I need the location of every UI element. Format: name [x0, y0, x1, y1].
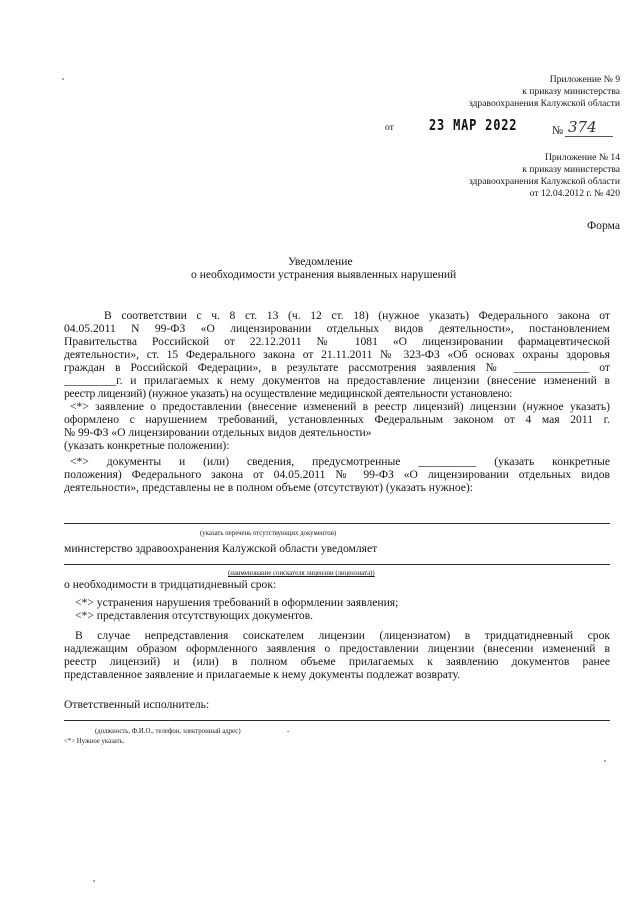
caption-missing-documents: (указать перечень отсутствующих документов) — [200, 530, 337, 537]
scan-speck — [62, 78, 64, 80]
body-line: В соответствии с ч. 8 ст. 13 (ч. 12 ст. 18) (нужное указать) Федерального закона от — [104, 309, 610, 322]
caption-dash: - — [287, 728, 290, 735]
form-label: Форма — [587, 219, 620, 232]
body-line: положения) Федерального закона от 04.05.2011 № 99-ФЗ «О лицензировании отдельных видов — [64, 468, 610, 481]
body-line: № 99-ФЗ «О лицензировании отдельных видов деятельности» — [64, 426, 372, 439]
body-line: Правительства Российской от 22.12.2011 № 1081 «О лицензировании фармацевтической — [64, 335, 610, 348]
date-stamp: 23 МАР 2022 — [429, 116, 518, 134]
deadline-item-1: <*> устранения нарушения требований в оформлении заявления; — [75, 596, 399, 609]
body-line: представленное заявление и прилагаемые к нему документы подлежат возврату. — [64, 668, 461, 681]
caption-applicant: (наименование соискателя лицензии (лицензиата)) — [228, 570, 375, 577]
number-prefix: № — [552, 124, 564, 137]
ministry-notifies-line: министерство здравоохранения Калужской области уведомляет — [64, 542, 378, 555]
responsible-person-field — [64, 720, 610, 721]
document-title: Уведомление — [288, 255, 353, 268]
scan-speck — [93, 880, 95, 882]
body-line: реестр лицензий) (нужное указать) на осуществление медицинской деятельности установлено: — [64, 387, 513, 400]
body-line: В случае непредставления соискателем лицензии (лицензиатом) в тридцатидневный срок — [75, 629, 610, 642]
body-line: <*> документы и (или) сведения, предусмотренные __________ (указать конкретные — [70, 455, 610, 468]
deadline-item-2: <*> представления отсутствующих документов. — [75, 609, 314, 622]
body-line: (указать конкретные положении): — [64, 439, 230, 452]
deadline-intro: о необходимости в тридцатидневный срок: — [64, 578, 277, 591]
caption-responsible: (должность, Ф.И.О., телефон, электронный адрес) — [95, 728, 241, 735]
body-line: _________г. и прилагаемых к нему документов на предоставление лицензии (внесение изменений в — [64, 374, 610, 387]
responsible-label: Ответственный исполнитель: — [64, 698, 210, 711]
body-line: деятельности», представлены не в полном объеме (отсутствуют) (указать нужное): — [64, 481, 474, 494]
appendix-14-line4: от 12.04.2012 г. № 420 — [529, 188, 620, 199]
footnote: <*> Нужное указать. — [64, 738, 125, 745]
applicant-name-field — [64, 564, 610, 565]
appendix-14-line2: к приказу министерства — [522, 164, 620, 175]
body-line: реестр лицензий) и (или) в полном объеме прилагаемых к заявлению документов ранее — [64, 655, 610, 668]
appendix-14-line3: здравоохранения Калужской области — [468, 176, 620, 187]
body-line: надлежащим образом оформленного заявления о предоставлении лицензии (внесении изменений в — [64, 642, 610, 655]
document-subtitle: о необходимости устранения выявленных нарушений — [191, 268, 457, 281]
number-handwritten: 374 — [568, 118, 597, 136]
appendix-14-title: Приложение № 14 — [544, 152, 620, 163]
date-prefix: от — [385, 122, 394, 133]
body-line: <*> заявление о предоставлении (внесение изменений в реестр лицензий) лицензии (нужное указать) — [70, 400, 610, 413]
scan-speck — [604, 760, 606, 762]
appendix-9-line3: здравоохранения Калужской области — [468, 98, 620, 109]
missing-documents-field — [64, 523, 610, 524]
number-underline — [565, 136, 613, 137]
body-line: граждан в Российской Федерации», в результате рассмотрения заявления № _____________ от — [64, 361, 610, 374]
appendix-9-title: Приложение № 9 — [549, 74, 620, 85]
body-line: оформлено с нарушением требований, установленных Федеральным законом от 4 мая 2011 г. — [64, 413, 610, 426]
body-line: 04.05.2011 N 99-ФЗ «О лицензировании отдельных видов деятельности», постановлением — [64, 322, 610, 335]
appendix-9-line2: к приказу министерства — [522, 86, 620, 97]
body-line: деятельности», ст. 15 Федерального закона от 21.11.2011 № 323-ФЗ «Об основах охраны здоровья — [64, 348, 610, 361]
